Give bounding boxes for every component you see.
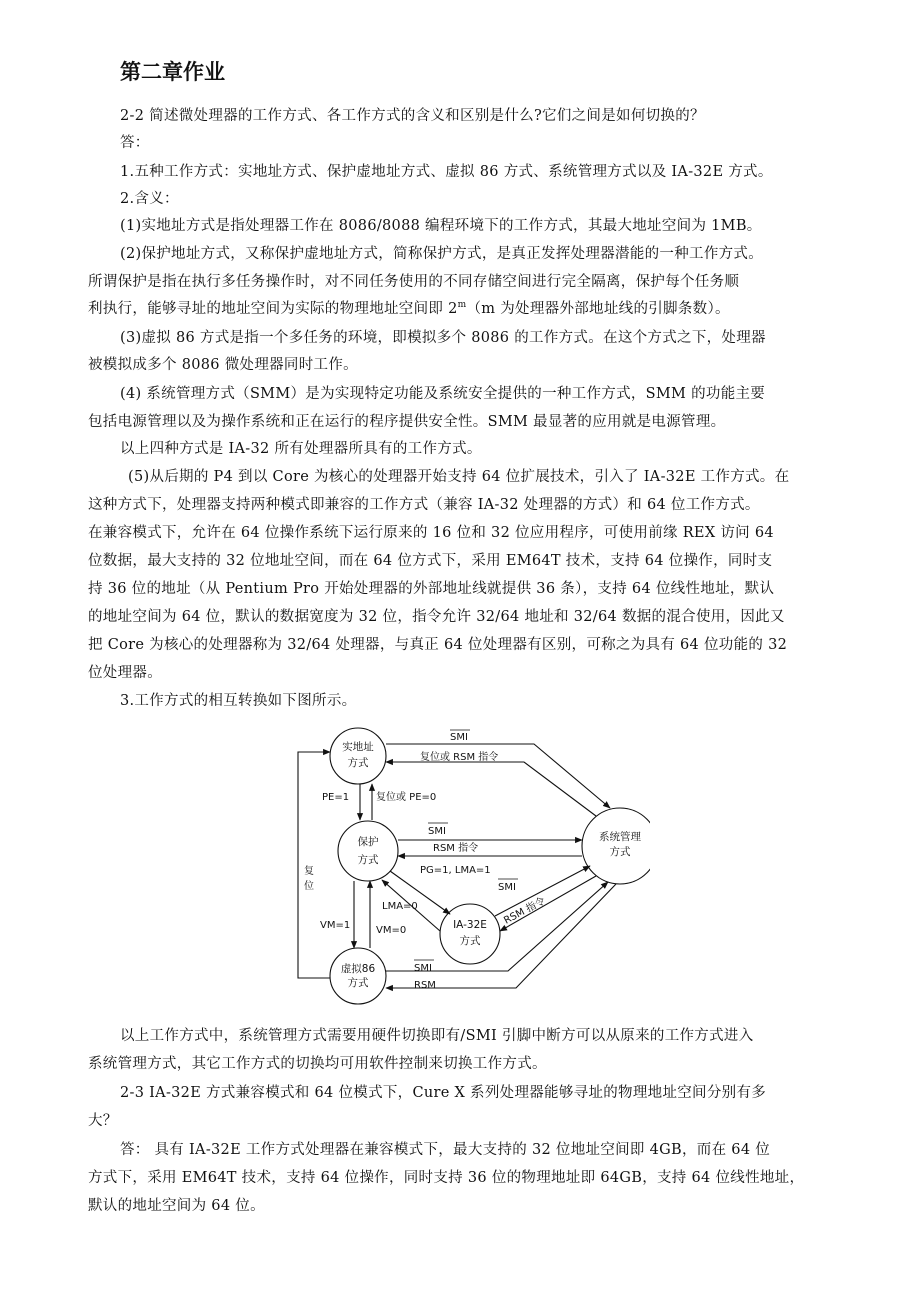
answer-2-3-3: 默认的地址空间为 64 位。 <box>88 1198 265 1214</box>
label-smi-v86: SMI <box>414 963 432 974</box>
node-real-label-1: 实地址 <box>342 741 374 753</box>
answer-2-3-2: 方式下，采用 EM64T 技术，支持 64 位操作，同时支持 36 位的物理地址即 64GB，支持 64 位线性地址， <box>88 1170 805 1186</box>
paragraph-protected-2: 所谓保护是指在执行多任务操作时，对不同任务使用的不同存储空间进行完全隔离，保护每个任务顺 <box>88 274 740 290</box>
label-rsm-instr-protected: RSM 指令 <box>433 843 479 854</box>
label-pe1: PE=1 <box>322 792 350 803</box>
paragraph-v86-2: 被模拟成多个 8086 微处理器同时工作。 <box>88 357 358 373</box>
answer-label: 答： <box>120 135 150 151</box>
paragraph-smm-2: 包括电源管理以及为操作系统和正在运行的程序提供安全性。SMM 最显著的应用就是电源管理。 <box>88 414 726 430</box>
paragraph-smm-1: (4) 系统管理方式（SMM）是为实现特定功能及系统安全提供的一种工作方式，SMM 的功能主要 <box>120 386 766 402</box>
node-v86-label-2: 方式 <box>347 977 369 989</box>
paragraph-diagram-intro: 3.工作方式的相互转换如下图所示。 <box>120 693 357 709</box>
label-smi-protected: SMI <box>428 826 446 837</box>
arrow-reset-loop <box>298 752 330 978</box>
paragraph-ia32e-7: 把 Core 为核心的处理器称为 32/64 处理器，与真正 64 位处理器有区别，可称之为具有 64 位功能的 32 <box>88 637 788 653</box>
label-reset-or-pe0: 复位或 PE=0 <box>376 792 437 803</box>
paragraph-ia32e-3: 在兼容模式下，允许在 64 位操作系统下运行原来的 16 位和 32 位应用程序，可使用前缘 REX 访问 64 <box>88 525 774 541</box>
label-vm0: VM=0 <box>376 925 407 936</box>
answer-2-3-1: 答： 具有 IA-32E 工作方式处理器在兼容模式下，最大支持的 32 位地址空间即 4GB，而在 64 位 <box>120 1142 771 1158</box>
paragraph-protected-3: 利执行，能够寻址的地址空间为实际的物理地址空间即 2$^m$（m 为处理器外部地址线的引脚条数）。 <box>88 300 730 317</box>
paragraph-ia32e-4: 位数据，最大支持的 32 位地址空间，而在 64 位方式下，采用 EM64T 技术，支持 64 位操作，同时支 <box>88 553 773 569</box>
paragraph-1: 1.五种工作方式：实地址方式、保护虚地址方式、虚拟 86 方式、系统管理方式以及 IA-32E 方式。 <box>120 164 773 180</box>
node-v86 <box>330 948 386 1004</box>
paragraph-real-mode: (1)实地址方式是指处理器工作在 8086/8088 编程环境下的工作方式，其最大地址空间为 1MB。 <box>120 218 762 234</box>
mode-transition-diagram <box>290 716 650 1016</box>
paragraph-switching-1: 以上工作方式中，系统管理方式需要用硬件切换即有/SMI 引脚中断方可以从原来的工作方式进入 <box>120 1028 754 1044</box>
node-v86-label-1: 虚拟86 <box>340 963 376 975</box>
node-real-mode <box>330 728 386 784</box>
label-rsm-v86: RSM <box>414 980 436 991</box>
question-2-3-2: 大？ <box>88 1113 118 1129</box>
paragraph-ia32e-1: (5)从后期的 P4 到以 Core 为核心的处理器开始支持 64 位扩展技术，引入了 IA-32E 工作方式。在 <box>128 469 790 485</box>
label-pg-lma: PG=1, LMA=1 <box>420 865 491 876</box>
label-reset-or-rsm: 复位或 RSM 指令 <box>420 752 499 763</box>
node-protected-label-2: 方式 <box>357 854 379 866</box>
node-real-label-2: 方式 <box>347 757 369 769</box>
page-title: 第二章作业 <box>120 60 225 84</box>
paragraph-v86-1: (3)虚拟 86 方式是指一个多任务的环境，即模拟多个 8086 的工作方式。在这个方式之下，处理器 <box>120 330 766 346</box>
question-2-2: 2-2 简述微处理器的工作方式、各工作方式的含义和区别是什么?它们之间是如何切换的？ <box>120 108 705 124</box>
label-reset-1: 复 <box>304 866 314 877</box>
paragraph-2: 2.含义： <box>120 191 179 207</box>
node-smm-label-1: 系统管理 <box>599 831 641 843</box>
paragraph-ia32e-8: 位处理器。 <box>88 665 162 681</box>
paragraph-protected-1: (2)保护地址方式，又称保护虚地址方式，简称保护方式，是真正发挥处理器潜能的一种工作方式。 <box>120 246 764 262</box>
paragraph-ia32e-5: 持 36 位的地址（从 Pentium Pro 开始处理器的外部地址线就提供 36 条），支持 64 位线性地址，默认 <box>88 581 775 597</box>
label-smi-ia32e: SMI <box>498 882 516 893</box>
label-rsm-instr-ia32e: RSM 指令 <box>502 895 548 927</box>
paragraph-ia32e-2: 这种方式下，处理器支持两种模式即兼容的工作方式（兼容 IA-32 处理器的方式）和 64 位工作方式。 <box>88 497 760 513</box>
label-vm1: VM=1 <box>320 920 351 931</box>
label-reset-2: 位 <box>304 881 314 892</box>
node-protected-mode <box>338 821 398 881</box>
label-lma0: LMA=0 <box>382 901 418 912</box>
paragraph-switching-2: 系统管理方式，其它工作方式的切换均可用软件控制来切换工作方式。 <box>88 1056 547 1072</box>
node-smm-label-2: 方式 <box>609 846 631 858</box>
paragraph-summary: 以上四种方式是 IA-32 所有处理器所具有的工作方式。 <box>120 441 482 457</box>
node-ia32e-label-2: 方式 <box>459 935 481 947</box>
question-2-3-1: 2-3 IA-32E 方式兼容模式和 64 位模式下，Cure X 系列处理器能够寻址的物理地址空间分别有多 <box>120 1085 767 1101</box>
paragraph-ia32e-6: 的地址空间为 64 位，默认的数据宽度为 32 位，指令允许 32/64 地址和 32/64 数据的混合使用，因此又 <box>88 609 785 625</box>
node-protected-label-1: 保护 <box>357 836 379 848</box>
node-ia32e-label-1: IA-32E <box>453 919 487 931</box>
label-smi-top: SMI <box>450 732 468 743</box>
